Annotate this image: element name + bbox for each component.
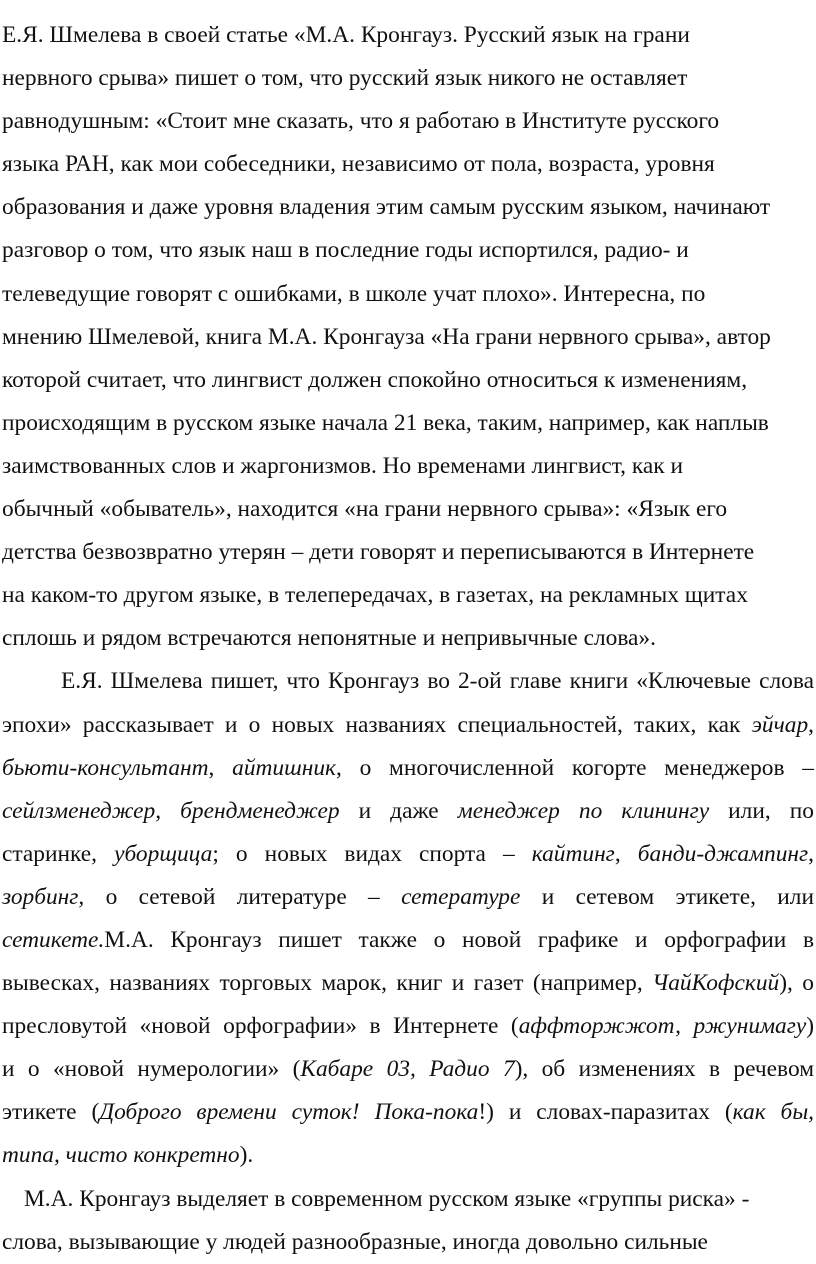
text-run: старинке, bbox=[2, 840, 115, 867]
text-line bbox=[2, 704, 814, 747]
italic-term: менеджер по клинингу bbox=[457, 797, 710, 824]
italic-term: сейлзменеджер, брендменеджер bbox=[2, 797, 340, 824]
text-run: вывесках, названиях торговых марок, книг и газет (например, bbox=[2, 970, 653, 997]
text-run: , о многочисленной когорте менеджеров – bbox=[336, 754, 814, 781]
italic-term: Кабаре 03, Радио 7 bbox=[300, 1056, 515, 1083]
italic-term: кайтинг bbox=[531, 840, 615, 867]
text-run: и сетевом этикете, или bbox=[520, 883, 814, 910]
text-line: заимствованных слов и жаргонизмов. Но временами лингвист, как и bbox=[2, 452, 683, 479]
text-line: Е.Я. Шмелева в своей статье «М.А. Кронгауз. Русский язык на грани bbox=[2, 22, 690, 48]
italic-term: аффторжжот, ржунимагу bbox=[518, 1013, 807, 1040]
text-line bbox=[2, 1091, 814, 1134]
text-line: нервного срыва» пишет о том, что русский язык никого не оставляет bbox=[2, 65, 688, 92]
text-line: детства безвозвратно утерян – дети говорят и переписываются в Интернете bbox=[2, 539, 755, 566]
text-run: и даже bbox=[339, 797, 458, 824]
text-run: пресловутой «новой орфографии» в Интернете ( bbox=[2, 1013, 519, 1040]
text-run: и о «новой нумерологии» ( bbox=[2, 1056, 301, 1083]
text-run: М.А. Кронгауз пишет также о новой графике и орфографии в bbox=[104, 926, 814, 953]
text-line: образования и даже уровня владения этим самым русским языком, начинают bbox=[2, 194, 771, 221]
italic-term: типа, чисто конкретно bbox=[2, 1142, 240, 1169]
text-run: ). bbox=[239, 1142, 254, 1169]
italic-term: сетературе bbox=[401, 883, 521, 910]
text-run: !) и словах-паразитах ( bbox=[478, 1099, 733, 1126]
text-line: разговор о том, что язык наш в последние годы испортился, радио- и bbox=[2, 237, 689, 264]
italic-term: Доброго времени суток! Пока-пока bbox=[99, 1099, 479, 1126]
text-run: о сетевой литературе – bbox=[84, 883, 402, 910]
text-run: ), об изменениях в речевом bbox=[514, 1056, 814, 1083]
text-run: , bbox=[808, 711, 814, 738]
italic-term: бьюти-консультант bbox=[2, 754, 209, 781]
text-line bbox=[2, 747, 814, 790]
text-line bbox=[2, 1134, 814, 1177]
text-line: происходящим в русском языке начала 21 века, таким, например, как наплыв bbox=[2, 409, 769, 436]
italic-term: как бы, bbox=[732, 1099, 815, 1126]
text-line: слова, вызывающие у людей разнообразные, иногда довольно сильные bbox=[2, 1228, 708, 1255]
text-run: ) bbox=[806, 1013, 814, 1040]
text-line bbox=[2, 1005, 814, 1048]
text-run: , bbox=[808, 840, 814, 867]
text-line bbox=[2, 833, 814, 876]
paragraph-1 bbox=[2, 14, 814, 660]
text-line bbox=[2, 876, 814, 919]
text-line: языка РАН, как мои собеседники, независимо от пола, возраста, уровня bbox=[2, 151, 715, 178]
paragraph-3 bbox=[2, 1178, 814, 1264]
text-line: сплошь и рядом встречаются непонятные и непривычные слова». bbox=[2, 625, 656, 652]
text-line: на каком-то другом языке, в телепередачах, в газетах, на рекламных щитах bbox=[2, 582, 748, 609]
text-line bbox=[2, 790, 814, 833]
text-line: мнению Шмелевой, книга М.А. Кронгауза «На грани нервного срыва», автор bbox=[2, 323, 771, 350]
italic-term: банди-джампинг bbox=[637, 840, 809, 867]
text-run: или, по bbox=[709, 797, 815, 824]
text-run: этикете ( bbox=[2, 1099, 100, 1126]
text-run: , bbox=[614, 840, 638, 867]
paragraph-2 bbox=[2, 660, 814, 1177]
italic-term: зорбинг, bbox=[2, 883, 85, 910]
document-page bbox=[2, 14, 814, 1264]
text-line: телеведущие говорят с ошибками, в школе учат плохо». Интересна, по bbox=[2, 280, 706, 307]
text-line: равнодушным: «Стоит мне сказать, что я работаю в Институте русского bbox=[2, 108, 720, 135]
italic-term: айтишник bbox=[232, 754, 337, 781]
text-line bbox=[2, 919, 814, 962]
text-run: эпохи» рассказывает и о новых названиях специальностей, таких, как bbox=[2, 711, 752, 738]
text-run: , bbox=[208, 754, 233, 781]
italic-term: уборщица bbox=[114, 840, 213, 867]
italic-term: эйчар bbox=[751, 711, 809, 738]
text-run: ; о новых видах спорта – bbox=[212, 840, 532, 867]
italic-term: ЧайКофский bbox=[652, 970, 780, 997]
text-line bbox=[2, 1048, 814, 1091]
text-line: обычный «обыватель», находится «на грани нервного срыва»: «Язык его bbox=[2, 496, 728, 523]
text-run: ), о bbox=[779, 970, 814, 997]
text-line: М.А. Кронгауз выделяет в современном русском языке «группы риска» - bbox=[24, 1185, 750, 1212]
italic-term: сетикете. bbox=[2, 926, 105, 953]
text-line: Е.Я. Шмелева пишет, что Кронгауз во 2-ой главе книги «Ключевые слова bbox=[61, 668, 814, 695]
text-line: которой считает, что лингвист должен спокойно относиться к изменениям, bbox=[2, 366, 748, 393]
text-line bbox=[2, 962, 814, 1005]
